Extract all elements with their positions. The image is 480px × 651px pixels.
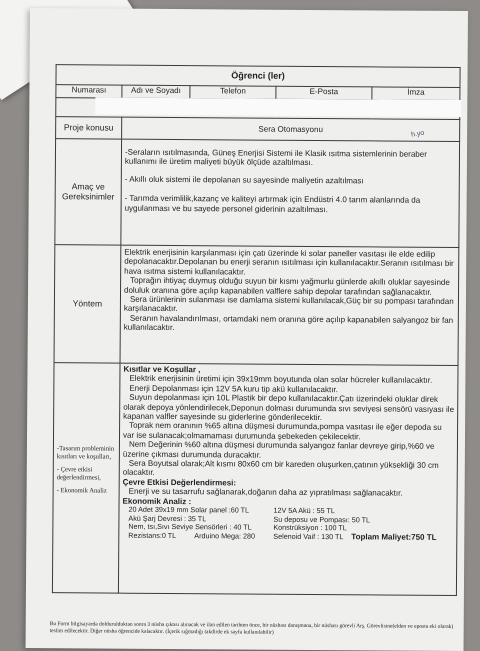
- cost-row: [128, 532, 453, 543]
- cost-item: Rezistans:0 TL: [128, 530, 177, 540]
- constraints-content: [118, 363, 458, 595]
- environment-text: Enerji ve su tasarrufu sağlanarak,doğanın daha az yıpratılması sağlanacaktır.: [128, 486, 403, 498]
- economic-title: Ekonomik Analiz :: [122, 496, 192, 506]
- side-label-constraints: -Tasarım probleminin kısıtları ve koşulları,: [56, 445, 115, 461]
- constraint-paragraph: Elektrik enerjisinin üretimi için 39x19mm boyutunda olan solar hücreler kullanılacaktır.: [129, 374, 433, 386]
- col-email: E-Posta: [276, 86, 372, 100]
- redaction-box: [95, 97, 461, 117]
- constraint-paragraph: Enerji Depolanması için 12V 5A kuru tip akü kullanılacaktır.: [129, 383, 338, 394]
- students-group-title: Öğrenci (ler): [56, 65, 460, 88]
- cost-item: Selenoid Vaif : 130 TL: [273, 531, 344, 542]
- constraint-paragraph: Suyun depolanması için 10L Plastik bir depo kullanılacaktır.Çatı üzerindeki oluklar direk olarak depoya yönlendirilecek,Deponun dolması durumunda sıvı seviyesi sensörü vasıyası ile kapanan valfler sayesinde su giderlerine gönderilecektir.: [123, 392, 455, 423]
- side-label-environment: - Çevre etkisi değerlendirmesi,: [56, 466, 101, 482]
- project-value: Sera Otomasyonu: [122, 117, 460, 141]
- constraints-title: Kısıtlar ve Koşullar ,: [123, 364, 201, 375]
- cost-item: Konstrüksiyon : 100 TL: [273, 522, 347, 533]
- col-number: Numarası: [56, 85, 122, 98]
- cost-list: [122, 506, 453, 543]
- method-paragraph: Elektrik enerjisinin karşılanması için çatı üzerinde ki solar paneller vasıtası ile elde edilip depolanacaktır.Depolanan bu enerji seranın ısıtılması için kullanılacaktır.Seranın ısıtılması bir hava ısıtma sistemi kullanılacaktır.: [124, 247, 454, 277]
- col-phone: Telefon: [190, 86, 276, 100]
- footer-note: Bu Form bilgisayarda doldurulduktan sonra 3 nüsha çıktısı alınacak ve ilan edilen tarihten önce, bir nüshası danışmana, bir nüshası görevli Arş. Görevlisine(elden ve eposta eki olarak) teslim edilecektir. Diğer nüsha öğrencide kalacaktır. (İçerik sığmadığı takdirde ek sayfa kullanılabilir): [49, 621, 454, 636]
- aim-paragraph: - Tarımda verimlilik,kazanç ve kaliteyi artırmak için Endüstri 4.0 tarım alanlarında da uygulanması ve bu sayede personel giderinin azaltılması.: [124, 193, 421, 214]
- aim-label: Amaç ve Gereksinimler: [55, 139, 122, 245]
- total-cost: Toplam Maliyet:750 TL: [351, 532, 437, 542]
- aim-paragraph: - Akıllı oluk sistemi ile depolanan su sayesinde maliyetin azaltılması: [124, 174, 364, 186]
- constraint-paragraph: Nem Değerinin %60 altına düşmesi durumunda salyangoz fanlar devreye girip,%60 ve üzerine çıkması durumunda duracaktır.: [122, 439, 435, 460]
- method-paragraph: Sera ürünlerinin sulanması ise damlama sistemi kullanılacak,Güç bir su pompası tarafından karşılanacaktır.: [123, 294, 454, 314]
- handwritten-mark: h.yo: [410, 129, 425, 139]
- form-page: [26, 8, 468, 651]
- constraint-paragraph: Toprak nem oranının %65 altına düşmesi durumunda,pompa vasıtası ile eğer depoda su var ise sulanacak;olmamaması durumunda şebekeden çekilecektir.: [122, 421, 442, 442]
- method-paragraph: Toprağın ihtiyaç duymuş olduğu suyun bir kısmı yağmurlu günlerde akıllı oluklar sayesinde doluluk oranına göre açılıp kapanabilen valflere sahip depolar tarafından sağlanacaktır.: [124, 275, 450, 297]
- constraint-paragraph: Sera Boyutsal olarak;Alt kısmı 80x60 cm bir kareden oluşurken,çatının yüksekliği 30 cm olacaktır.: [122, 458, 439, 478]
- cost-item: Arduino Mega: 280: [194, 531, 256, 541]
- side-label-economic: - Ekonomik Analiz: [56, 487, 107, 495]
- project-label: Proje konusu: [56, 117, 122, 139]
- method-content: [120, 245, 459, 365]
- cost-item: Nem, tsı,Sıvı Seviye Sensörleri : 40 TL: [128, 521, 252, 532]
- method-paragraph: Seranın havalandırılması, ortamdaki nem oranına göre açılıp kapanabilen salyangoz bir fan kullanılacaktır.: [123, 313, 454, 333]
- project-form-table: [52, 64, 461, 596]
- aim-content: [121, 139, 460, 247]
- col-name: Adı ve Soyadı: [122, 85, 190, 98]
- constraints-side-labels: [52, 363, 120, 593]
- aim-paragraph: -Seraların ısıtılmasında, Güneş Enerjisi Sistemi ile Klasik ısıtma sistemlerinin beraber kullanımı ile üretim maliyeti büyük ölçüde azaltılması.: [124, 147, 427, 168]
- environment-title: Çevre Etkisi Değerlendirmesi:: [122, 477, 237, 488]
- cost-item: 20 Adet 39x19 mm Solar panel :60 TL: [128, 504, 250, 515]
- cost-item: 12V 5A Akü : 55 TL: [273, 505, 335, 516]
- col-signature: İmza: [372, 87, 460, 101]
- method-label: Yöntem: [54, 245, 121, 363]
- cost-item: Su deposu ve Pompası: 50 TL: [273, 514, 371, 525]
- cost-item: Akü Şarj Devresi : 35 TL: [128, 513, 207, 523]
